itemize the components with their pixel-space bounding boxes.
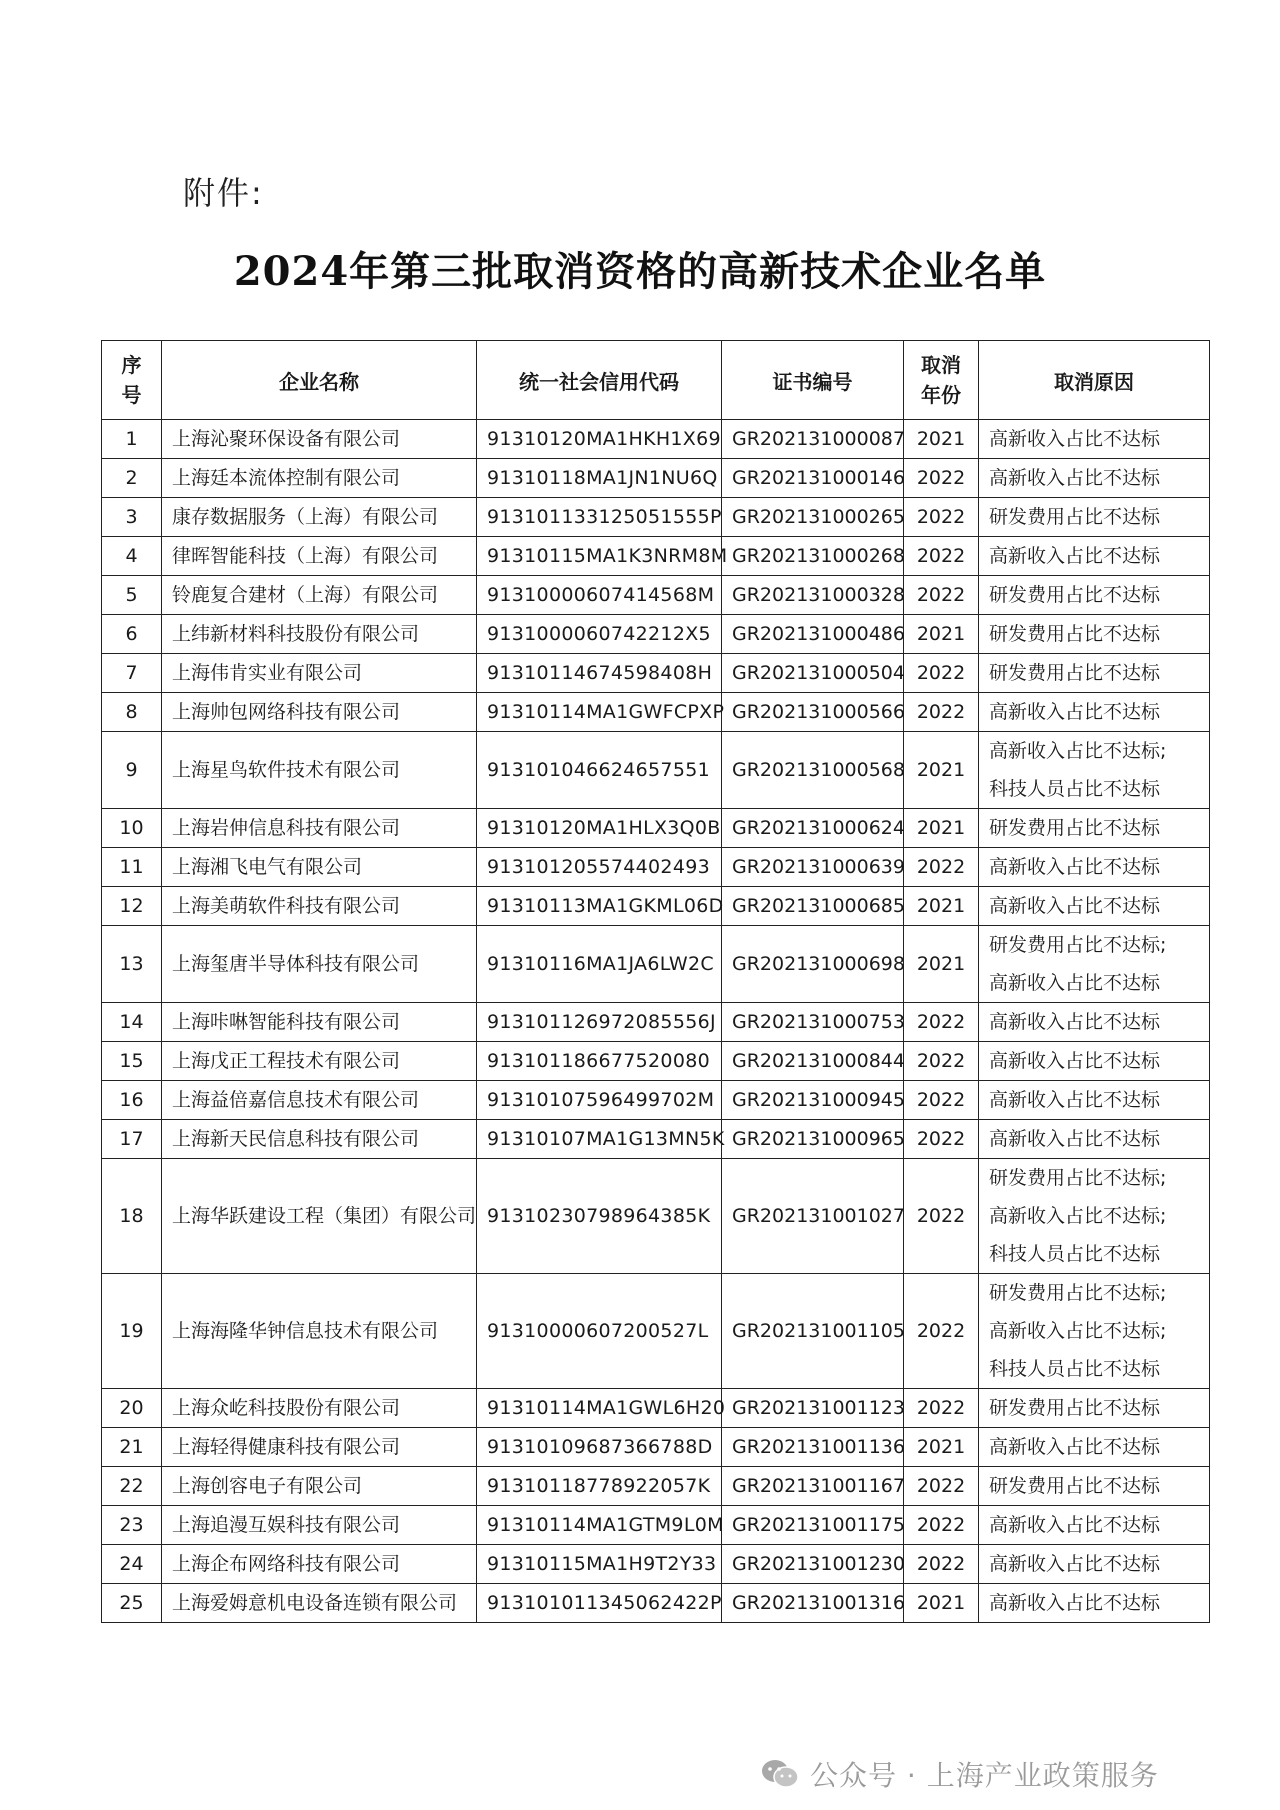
table-row — [102, 1081, 1210, 1120]
row-company-name: 上海美萌软件科技有限公司 — [162, 887, 477, 926]
row-seq: 1 — [102, 420, 162, 459]
watermark-text: 公众号 · 上海产业政策服务 — [810, 1759, 1159, 1792]
row-cancel-year: 2022 — [904, 1274, 979, 1389]
table-row — [102, 459, 1210, 498]
row-company-name: 上海追漫互娱科技有限公司 — [162, 1506, 477, 1545]
reason-line: 科技人员占比不达标 — [989, 1243, 1161, 1265]
row-company-name: 上海爱姆意机电设备连锁有限公司 — [162, 1584, 477, 1623]
row-credit-code: 91310114MA1GWFCPXP — [477, 693, 722, 732]
row-company-name: 上海创容电子有限公司 — [162, 1467, 477, 1506]
row-cert-number: GR202131000844 — [722, 1042, 904, 1081]
table-row — [102, 1428, 1210, 1467]
row-cancel-reason — [979, 420, 1210, 459]
row-cancel-reason — [979, 654, 1210, 693]
table-row — [102, 654, 1210, 693]
row-cancel-reason — [979, 1545, 1210, 1584]
row-seq: 2 — [102, 459, 162, 498]
row-seq: 19 — [102, 1274, 162, 1389]
header-seq — [102, 341, 162, 420]
header-cert-number: 证书编号 — [722, 341, 904, 420]
reason-line: 高新收入占比不达标 — [989, 1011, 1161, 1033]
row-cert-number: GR202131000146 — [722, 459, 904, 498]
row-company-name: 上海星鸟软件技术有限公司 — [162, 732, 477, 809]
row-cancel-year: 2022 — [904, 1003, 979, 1042]
row-seq: 15 — [102, 1042, 162, 1081]
row-seq: 7 — [102, 654, 162, 693]
table-row — [102, 1120, 1210, 1159]
row-company-name: 上海廷本流体控制有限公司 — [162, 459, 477, 498]
row-seq: 6 — [102, 615, 162, 654]
row-credit-code: 913101186677520080 — [477, 1042, 722, 1081]
row-cancel-reason — [979, 1584, 1210, 1623]
row-company-name: 律晖智能科技（上海）有限公司 — [162, 537, 477, 576]
row-credit-code: 91310000607414568M — [477, 576, 722, 615]
row-cancel-year: 2021 — [904, 887, 979, 926]
row-cancel-reason — [979, 848, 1210, 887]
reason-line: 科技人员占比不达标 — [989, 1358, 1161, 1380]
table-row — [102, 1584, 1210, 1623]
row-credit-code: 91310120MA1HKH1X69 — [477, 420, 722, 459]
row-company-name: 上海华跃建设工程（集团）有限公司 — [162, 1159, 477, 1274]
row-credit-code: 91310115MA1K3NRM8M — [477, 537, 722, 576]
row-cert-number: GR202131000486 — [722, 615, 904, 654]
row-seq: 22 — [102, 1467, 162, 1506]
row-cancel-year: 2022 — [904, 459, 979, 498]
table-body — [102, 420, 1210, 1623]
row-company-name: 上海帅包网络科技有限公司 — [162, 693, 477, 732]
reason-line: 研发费用占比不达标 — [989, 584, 1161, 606]
table-row — [102, 420, 1210, 459]
row-cancel-year: 2022 — [904, 1467, 979, 1506]
row-cancel-reason — [979, 615, 1210, 654]
header-company-name: 企业名称 — [162, 341, 477, 420]
reason-line: 高新收入占比不达标 — [989, 1089, 1161, 1111]
table-row — [102, 732, 1210, 809]
table-row — [102, 1159, 1210, 1274]
table-row — [102, 1506, 1210, 1545]
row-seq: 24 — [102, 1545, 162, 1584]
row-cert-number: GR202131000639 — [722, 848, 904, 887]
row-seq: 18 — [102, 1159, 162, 1274]
reason-line: 研发费用占比不达标; — [989, 1282, 1167, 1304]
reason-line: 高新收入占比不达标 — [989, 1050, 1161, 1072]
row-cancel-reason — [979, 1042, 1210, 1081]
row-seq: 5 — [102, 576, 162, 615]
row-cancel-reason — [979, 1081, 1210, 1120]
table-row — [102, 1042, 1210, 1081]
row-cancel-reason — [979, 809, 1210, 848]
table-row — [102, 1003, 1210, 1042]
row-seq: 13 — [102, 926, 162, 1003]
table-header-row — [102, 341, 1210, 420]
table-row — [102, 1467, 1210, 1506]
header-seq-line2: 号 — [121, 383, 142, 407]
row-cancel-reason — [979, 1159, 1210, 1274]
reason-line: 研发费用占比不达标 — [989, 506, 1161, 528]
row-company-name: 上纬新材料科技股份有限公司 — [162, 615, 477, 654]
reason-line: 高新收入占比不达标 — [989, 895, 1161, 917]
row-cancel-year: 2022 — [904, 1506, 979, 1545]
row-seq: 10 — [102, 809, 162, 848]
row-credit-code: 91310107596499702M — [477, 1081, 722, 1120]
row-seq: 16 — [102, 1081, 162, 1120]
reason-line: 研发费用占比不达标; — [989, 934, 1167, 956]
company-table — [101, 340, 1210, 1623]
header-credit-code: 统一社会信用代码 — [477, 341, 722, 420]
reason-line: 高新收入占比不达标 — [989, 972, 1161, 994]
row-cert-number: GR202131000965 — [722, 1120, 904, 1159]
row-credit-code: 9131000060742212X5 — [477, 615, 722, 654]
row-seq: 9 — [102, 732, 162, 809]
row-company-name: 上海岩伸信息科技有限公司 — [162, 809, 477, 848]
table-row — [102, 1545, 1210, 1584]
row-cancel-year: 2022 — [904, 1159, 979, 1274]
row-credit-code: 913101011345062422P — [477, 1584, 722, 1623]
row-cancel-reason — [979, 732, 1210, 809]
reason-line: 研发费用占比不达标; — [989, 1167, 1167, 1189]
row-cancel-year: 2022 — [904, 654, 979, 693]
header-cancel-reason: 取消原因 — [979, 341, 1210, 420]
row-cancel-year: 2022 — [904, 1389, 979, 1428]
row-cert-number: GR202131000945 — [722, 1081, 904, 1120]
row-cert-number: GR202131000566 — [722, 693, 904, 732]
reason-line: 高新收入占比不达标 — [989, 545, 1161, 567]
reason-line: 高新收入占比不达标; — [989, 1320, 1167, 1342]
row-cancel-reason — [979, 576, 1210, 615]
row-cancel-year: 2022 — [904, 576, 979, 615]
row-cancel-year: 2021 — [904, 1584, 979, 1623]
row-cert-number: GR202131000698 — [722, 926, 904, 1003]
table-row — [102, 615, 1210, 654]
row-cancel-year: 2022 — [904, 693, 979, 732]
row-cancel-reason — [979, 926, 1210, 1003]
table-row — [102, 1389, 1210, 1428]
row-company-name: 上海湘飞电气有限公司 — [162, 848, 477, 887]
row-company-name: 上海新天民信息科技有限公司 — [162, 1120, 477, 1159]
row-cancel-year: 2022 — [904, 1042, 979, 1081]
reason-line: 研发费用占比不达标 — [989, 1397, 1161, 1419]
header-year-line2: 年份 — [921, 383, 961, 407]
row-credit-code: 91310114MA1GWL6H20 — [477, 1389, 722, 1428]
row-seq: 12 — [102, 887, 162, 926]
row-cert-number: GR202131001230 — [722, 1545, 904, 1584]
row-cert-number: GR202131000753 — [722, 1003, 904, 1042]
attachment-label: 附件: — [183, 174, 264, 212]
row-cert-number: GR202131000568 — [722, 732, 904, 809]
wechat-icon — [760, 1758, 800, 1790]
row-cancel-year: 2022 — [904, 1545, 979, 1584]
row-credit-code: 91310120MA1HLX3Q0B — [477, 809, 722, 848]
row-cancel-year: 2021 — [904, 926, 979, 1003]
row-company-name: 康存数据服务（上海）有限公司 — [162, 498, 477, 537]
row-cancel-reason — [979, 459, 1210, 498]
reason-line: 高新收入占比不达标 — [989, 428, 1161, 450]
row-cert-number: GR202131000328 — [722, 576, 904, 615]
table-row — [102, 887, 1210, 926]
reason-line: 高新收入占比不达标 — [989, 467, 1161, 489]
row-credit-code: 91310107MA1G13MN5K — [477, 1120, 722, 1159]
reason-line: 研发费用占比不达标 — [989, 662, 1161, 684]
row-credit-code: 91310114674598408H — [477, 654, 722, 693]
row-seq: 14 — [102, 1003, 162, 1042]
row-cancel-year: 2021 — [904, 420, 979, 459]
reason-line: 科技人员占比不达标 — [989, 778, 1161, 800]
row-cert-number: GR202131001175 — [722, 1506, 904, 1545]
row-company-name: 上海众屹科技股份有限公司 — [162, 1389, 477, 1428]
row-cancel-reason — [979, 1506, 1210, 1545]
row-cancel-reason — [979, 537, 1210, 576]
row-credit-code: 91310118MA1JN1NU6Q — [477, 459, 722, 498]
row-company-name: 上海戊正工程技术有限公司 — [162, 1042, 477, 1081]
row-company-name: 上海企布网络科技有限公司 — [162, 1545, 477, 1584]
table-row — [102, 693, 1210, 732]
table-row — [102, 537, 1210, 576]
row-credit-code: 91310118778922057K — [477, 1467, 722, 1506]
reason-line: 研发费用占比不达标 — [989, 623, 1161, 645]
page-title: 2024年第三批取消资格的高新技术企业名单 — [233, 248, 1047, 295]
row-credit-code: 91310109687366788D — [477, 1428, 722, 1467]
row-cancel-reason — [979, 693, 1210, 732]
row-cancel-year: 2022 — [904, 1081, 979, 1120]
row-credit-code: 91310230798964385K — [477, 1159, 722, 1274]
reason-line: 高新收入占比不达标 — [989, 1553, 1161, 1575]
row-credit-code: 913101133125051555P — [477, 498, 722, 537]
row-company-name: 上海益倍嘉信息技术有限公司 — [162, 1081, 477, 1120]
reason-line: 高新收入占比不达标 — [989, 856, 1161, 878]
row-cancel-year: 2021 — [904, 1428, 979, 1467]
row-seq: 21 — [102, 1428, 162, 1467]
row-credit-code: 91310113MA1GKML06D — [477, 887, 722, 926]
row-cert-number: GR202131001167 — [722, 1467, 904, 1506]
table-row — [102, 498, 1210, 537]
table-row — [102, 926, 1210, 1003]
row-company-name: 铃鹿复合建材（上海）有限公司 — [162, 576, 477, 615]
row-seq: 8 — [102, 693, 162, 732]
row-cert-number: GR202131001136 — [722, 1428, 904, 1467]
row-credit-code: 913101046624657551 — [477, 732, 722, 809]
row-cancel-reason — [979, 887, 1210, 926]
table-row — [102, 576, 1210, 615]
reason-line: 高新收入占比不达标 — [989, 701, 1161, 723]
row-cert-number: GR202131001027 — [722, 1159, 904, 1274]
row-cancel-reason — [979, 1389, 1210, 1428]
row-credit-code: 91310116MA1JA6LW2C — [477, 926, 722, 1003]
reason-line: 高新收入占比不达标; — [989, 740, 1167, 762]
row-cancel-year: 2022 — [904, 498, 979, 537]
row-company-name: 上海咔啉智能科技有限公司 — [162, 1003, 477, 1042]
row-cancel-year: 2021 — [904, 615, 979, 654]
row-cert-number: GR202131000624 — [722, 809, 904, 848]
table-row — [102, 809, 1210, 848]
row-seq: 20 — [102, 1389, 162, 1428]
row-cancel-year: 2022 — [904, 848, 979, 887]
row-cert-number: GR202131000265 — [722, 498, 904, 537]
row-cancel-reason — [979, 1120, 1210, 1159]
reason-line: 高新收入占比不达标 — [989, 1592, 1161, 1614]
header-year-line1: 取消 — [921, 353, 961, 377]
row-cert-number: GR202131000685 — [722, 887, 904, 926]
row-seq: 23 — [102, 1506, 162, 1545]
row-cert-number: GR202131001316 — [722, 1584, 904, 1623]
row-seq: 11 — [102, 848, 162, 887]
header-seq-line1: 序 — [121, 353, 142, 377]
row-company-name: 上海沁聚环保设备有限公司 — [162, 420, 477, 459]
row-credit-code: 91310115MA1H9T2Y33 — [477, 1545, 722, 1584]
reason-line: 高新收入占比不达标 — [989, 1436, 1161, 1458]
reason-line: 高新收入占比不达标; — [989, 1205, 1167, 1227]
row-cancel-reason — [979, 1274, 1210, 1389]
row-credit-code: 913101205574402493 — [477, 848, 722, 887]
watermark — [760, 1754, 1159, 1794]
reason-line: 高新收入占比不达标 — [989, 1514, 1161, 1536]
row-cancel-year: 2022 — [904, 537, 979, 576]
reason-line: 研发费用占比不达标 — [989, 1475, 1161, 1497]
table-row — [102, 848, 1210, 887]
reason-line: 研发费用占比不达标 — [989, 817, 1161, 839]
row-cancel-reason — [979, 1003, 1210, 1042]
row-cert-number: GR202131000504 — [722, 654, 904, 693]
row-company-name: 上海海隆华钟信息技术有限公司 — [162, 1274, 477, 1389]
row-cancel-year: 2021 — [904, 809, 979, 848]
row-cert-number: GR202131001105 — [722, 1274, 904, 1389]
row-company-name: 上海伟肯实业有限公司 — [162, 654, 477, 693]
row-cancel-reason — [979, 1428, 1210, 1467]
header-cancel-year — [904, 341, 979, 420]
row-cancel-year: 2021 — [904, 732, 979, 809]
row-cancel-reason — [979, 1467, 1210, 1506]
table-row — [102, 1274, 1210, 1389]
row-cert-number: GR202131000268 — [722, 537, 904, 576]
row-company-name: 上海玺唐半导体科技有限公司 — [162, 926, 477, 1003]
reason-line: 高新收入占比不达标 — [989, 1128, 1161, 1150]
row-seq: 17 — [102, 1120, 162, 1159]
row-company-name: 上海轻得健康科技有限公司 — [162, 1428, 477, 1467]
row-credit-code: 913101126972085556J — [477, 1003, 722, 1042]
row-seq: 3 — [102, 498, 162, 537]
row-credit-code: 91310000607200527L — [477, 1274, 722, 1389]
row-cancel-year: 2022 — [904, 1120, 979, 1159]
row-seq: 25 — [102, 1584, 162, 1623]
row-seq: 4 — [102, 537, 162, 576]
row-cancel-reason — [979, 498, 1210, 537]
row-cert-number: GR202131000087 — [722, 420, 904, 459]
row-cert-number: GR202131001123 — [722, 1389, 904, 1428]
row-credit-code: 91310114MA1GTM9L0M — [477, 1506, 722, 1545]
